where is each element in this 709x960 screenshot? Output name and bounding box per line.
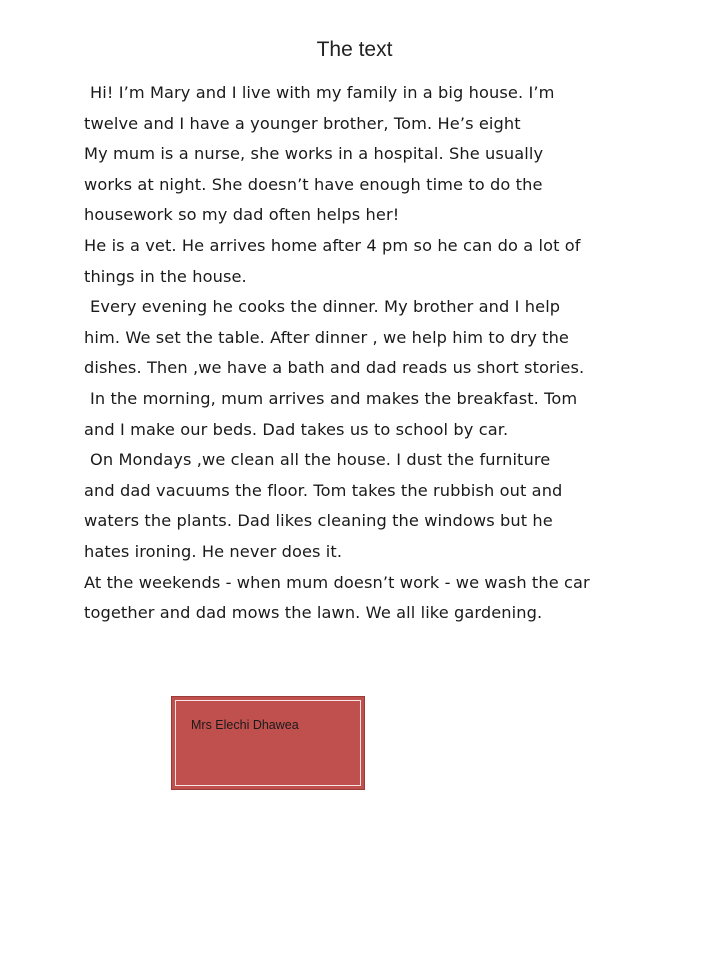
passage-line: In the morning, mum arrives and makes the breakfast. Tom (90, 388, 578, 408)
passage-line: works at night. She doesn’t have enough time to do the (84, 174, 543, 194)
passage-line: together and dad mows the lawn. We all like gardening. (84, 603, 543, 623)
passage-line: Hi! I’m Mary and I live with my family in a big house. I’m (90, 83, 555, 102)
signature-box-inner-border (175, 700, 361, 786)
author-name: Mrs Elechi Dhawea (191, 718, 299, 732)
passage-line: At the weekends - when mum doesn’t work - we wash the car (84, 572, 590, 592)
passage-line: On Mondays ,we clean all the house. I dust the furniture (90, 450, 551, 470)
passage-body (84, 78, 674, 629)
document-title: The text (316, 38, 393, 61)
passage-line: and dad vacuums the floor. Tom takes the rubbish out and (84, 480, 563, 500)
signature-box (171, 696, 365, 790)
passage-line: him. We set the table. After dinner , we help him to dry the (84, 327, 569, 347)
passage-line: waters the plants. Dad likes cleaning the windows but he (84, 511, 553, 531)
passage-line: and I make our beds. Dad takes us to school by car. (84, 419, 509, 439)
passage-line: housework so my dad often helps her! (84, 205, 400, 225)
passage-line: twelve and I have a younger brother, Tom. He’s eight (84, 113, 521, 133)
passage-line: things in the house. (84, 266, 247, 286)
passage-line: He is a vet. He arrives home after 4 pm so he can do a lot of (84, 235, 581, 255)
passage-line: My mum is a nurse, she works in a hospital. She usually (84, 144, 544, 164)
passage-line: dishes. Then ,we have a bath and dad reads us short stories. (84, 358, 585, 378)
passage-line: Every evening he cooks the dinner. My brother and I help (90, 297, 561, 317)
passage-line: hates ironing. He never does it. (84, 541, 343, 561)
